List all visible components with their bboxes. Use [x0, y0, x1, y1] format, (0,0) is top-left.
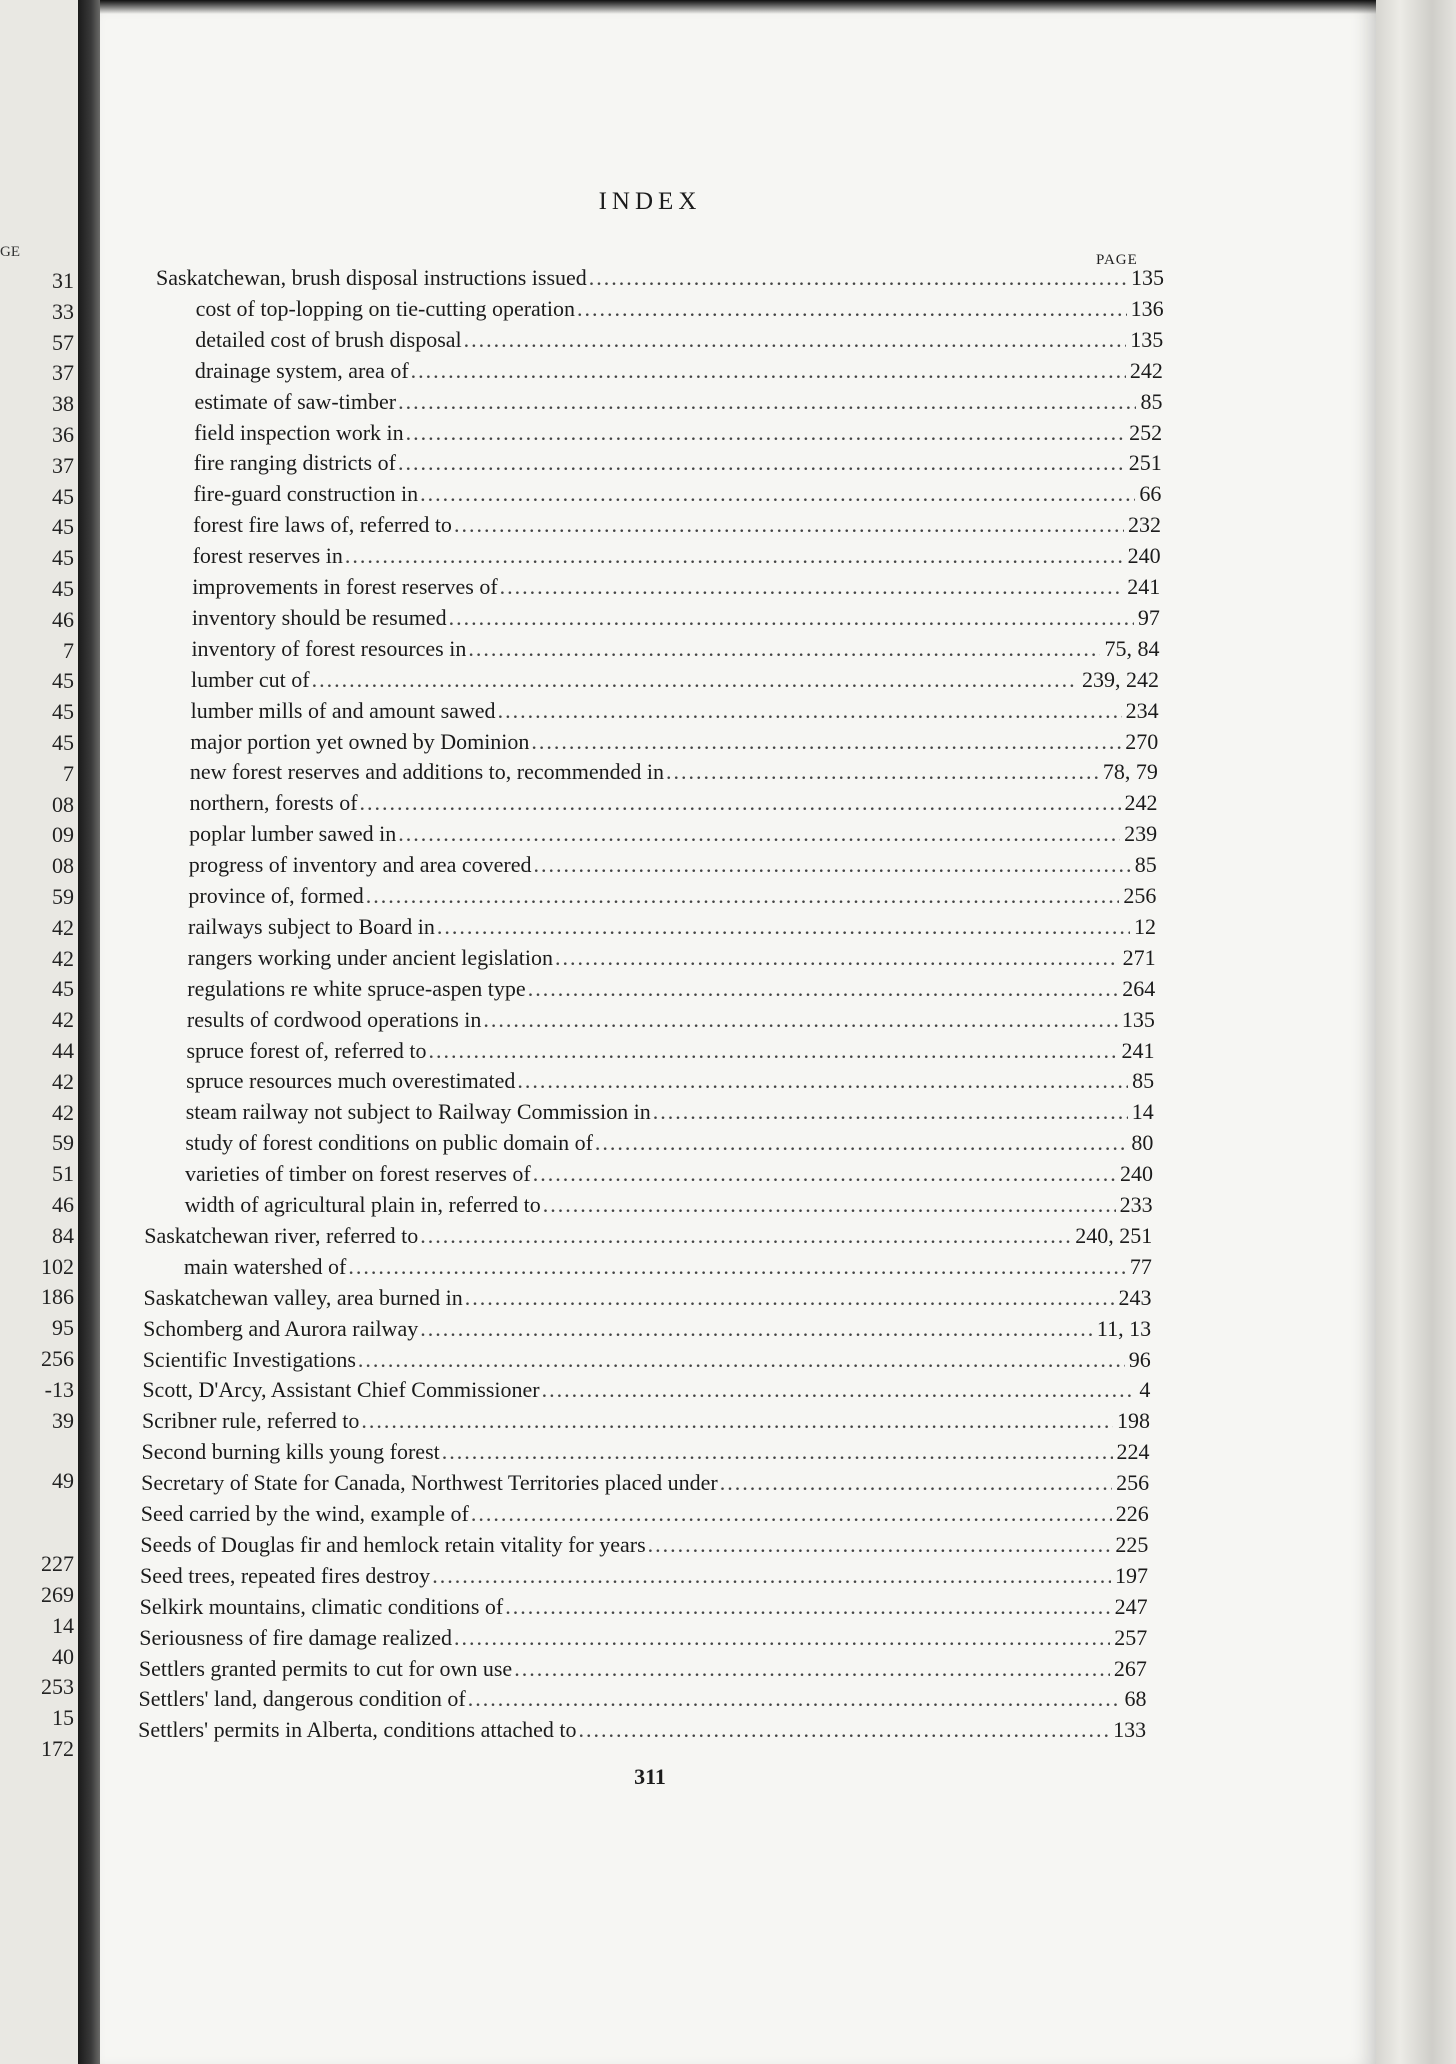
entry-text: study of forest conditions on public domain of	[185, 1130, 593, 1156]
facing-page-number: 45	[52, 514, 74, 540]
index-entry	[194, 420, 1162, 450]
dot-leader	[528, 976, 1119, 1002]
entry-text: detailed cost of brush disposal	[195, 326, 462, 352]
entry-page: 224	[1116, 1439, 1150, 1465]
dot-leader	[505, 1594, 1110, 1620]
page-number: 311	[634, 1764, 666, 1789]
entry-page: 271	[1122, 944, 1156, 970]
entry-page: 232	[1127, 512, 1161, 538]
dot-leader	[420, 1316, 1093, 1342]
index-entry	[141, 1501, 1149, 1531]
entry-page: 241	[1121, 1037, 1155, 1063]
dot-leader	[579, 1717, 1110, 1743]
index-entry	[139, 1686, 1147, 1716]
facing-page-number: 84	[52, 1222, 74, 1248]
entry-text: province of, formed	[188, 883, 364, 908]
entry-text: Seed carried by the wind, example of	[140, 1501, 469, 1526]
index-entry	[189, 821, 1157, 851]
entry-text: inventory of forest resources in	[191, 635, 467, 661]
index-entry	[190, 729, 1158, 759]
index-entry	[143, 1347, 1151, 1377]
facing-page-number: 186	[41, 1284, 74, 1310]
facing-page-number: 08	[52, 853, 74, 879]
entry-text: forest reserves in	[192, 543, 343, 569]
entry-text: Settlers' land, dangerous condition of	[138, 1686, 466, 1712]
dot-leader	[454, 1625, 1110, 1651]
dot-leader	[454, 512, 1124, 538]
index-entry	[191, 667, 1159, 697]
entry-page: 239	[1124, 821, 1158, 847]
facing-page-number: 45	[52, 699, 74, 725]
facing-page-number: 256	[41, 1346, 74, 1371]
dot-leader	[366, 883, 1120, 909]
index-entry	[188, 883, 1156, 913]
entry-text: Saskatchewan, brush disposal instructions issued	[156, 265, 587, 290]
dot-leader	[465, 1285, 1115, 1311]
facing-page-header: GE	[0, 244, 20, 260]
index-entry	[184, 1254, 1152, 1284]
entry-text: inventory should be resumed	[191, 604, 447, 630]
index-entry	[186, 1099, 1154, 1129]
facing-page-number: 14	[52, 1612, 74, 1638]
entry-text: spruce resources much overestimated	[186, 1068, 516, 1094]
entry-page: 239, 242	[1082, 666, 1160, 692]
entry-page: 85	[1132, 1068, 1155, 1094]
page-edges	[1376, 0, 1456, 2064]
dot-leader	[398, 389, 1136, 415]
entry-text: regulations re white spruce-aspen type	[187, 975, 526, 1001]
facing-page-number: 42	[52, 1068, 74, 1094]
dot-leader	[517, 1068, 1128, 1094]
entry-page: 96	[1128, 1346, 1151, 1372]
entry-page: 252	[1129, 419, 1163, 445]
entry-page: 256	[1123, 883, 1157, 908]
entry-page: 267	[1113, 1655, 1147, 1681]
facing-page-number: 253	[41, 1674, 74, 1700]
entry-text: cost of top-lopping on tie-cutting operation	[195, 295, 576, 321]
entry-text: railways subject to Board in	[188, 913, 435, 939]
index-entry	[185, 1161, 1153, 1191]
index-entry	[189, 852, 1157, 882]
index-entry	[156, 265, 1164, 295]
entry-text: Settlers granted permits to cut for own use	[138, 1655, 513, 1681]
entry-text: estimate of saw-timber	[194, 388, 397, 414]
facing-page-number: 40	[52, 1643, 74, 1669]
dot-leader	[595, 1130, 1127, 1156]
index-entry	[193, 481, 1161, 511]
facing-page-number: 49	[52, 1468, 74, 1494]
entry-page: 264	[1122, 975, 1156, 1001]
facing-page-number: 227	[41, 1551, 74, 1577]
entry-page: 234	[1125, 697, 1159, 723]
entry-page: 226	[1115, 1501, 1149, 1526]
entry-text: steam railway not subject to Railway Commission in	[185, 1099, 651, 1125]
dot-leader	[468, 636, 1100, 662]
dot-leader	[498, 698, 1122, 724]
facing-page-number: 38	[52, 391, 74, 417]
facing-page-number: 59	[52, 884, 74, 909]
entry-text: Schomberg and Aurora railway	[143, 1315, 419, 1341]
entry-text: field inspection work in	[194, 419, 404, 445]
facing-page-number: 59	[52, 1130, 74, 1156]
entry-text: rangers working under ancient legislation	[187, 944, 553, 970]
index-entry	[195, 358, 1163, 388]
index-entry	[196, 296, 1164, 326]
dot-leader	[577, 296, 1127, 322]
entry-page: 66	[1139, 481, 1162, 507]
entry-text: drainage system, area of	[194, 357, 409, 383]
dot-leader	[533, 852, 1130, 878]
dot-leader	[411, 358, 1126, 384]
entry-page: 240	[1127, 543, 1161, 569]
index-entry	[138, 1717, 1146, 1747]
index-entry	[190, 790, 1158, 820]
facing-page-number: 15	[52, 1705, 74, 1731]
facing-page-number: 33	[52, 298, 74, 324]
facing-page-number: 36	[52, 422, 74, 447]
dot-leader	[348, 1254, 1126, 1280]
entry-text: Selkirk mountains, climatic conditions of	[139, 1593, 504, 1619]
entry-text: Saskatchewan river, referred to	[144, 1222, 419, 1248]
facing-page-number: 37	[52, 452, 74, 478]
entry-text: main watershed of	[183, 1253, 347, 1279]
facing-page-number: -13	[44, 1376, 74, 1402]
dot-leader	[360, 790, 1121, 816]
entry-page: 241	[1127, 574, 1161, 599]
entry-text: lumber cut of	[191, 666, 310, 692]
index-page	[100, 0, 1376, 2064]
facing-page-number: 39	[52, 1407, 74, 1433]
facing-page-number: 57	[52, 329, 74, 355]
facing-page-number: 102	[41, 1253, 74, 1279]
facing-page-number: 269	[41, 1582, 74, 1607]
dot-leader	[420, 1223, 1071, 1249]
dot-leader	[720, 1470, 1112, 1496]
facing-page-number: 37	[52, 360, 74, 386]
index-entry	[193, 543, 1161, 573]
facing-page-number: 172	[41, 1736, 74, 1761]
entry-page: 243	[1118, 1284, 1152, 1310]
entry-text: Scribner rule, referred to	[141, 1408, 360, 1434]
entry-page: 14	[1131, 1099, 1154, 1125]
index-entry	[195, 327, 1163, 357]
entry-page: 133	[1113, 1717, 1147, 1743]
dot-leader	[471, 1501, 1112, 1527]
entry-page: 225	[1115, 1531, 1149, 1557]
index-entry	[187, 976, 1155, 1006]
page-title: INDEX	[598, 188, 702, 215]
entry-text: northern, forests of	[189, 790, 358, 816]
entry-text: fire ranging districts of	[193, 450, 396, 476]
book-gutter	[78, 0, 100, 2064]
entry-page: 135	[1121, 1006, 1155, 1032]
index-entry	[188, 945, 1156, 975]
index-entry	[142, 1377, 1150, 1407]
entry-page: 78, 79	[1102, 759, 1158, 785]
facing-page-number: 45	[52, 730, 74, 755]
dot-leader	[483, 1007, 1118, 1033]
entry-page: 197	[1115, 1562, 1149, 1588]
entry-page: 85	[1140, 388, 1163, 414]
entry-text: results of cordwood operations in	[186, 1006, 482, 1032]
index-entry	[194, 389, 1162, 419]
facing-page-number: 09	[52, 822, 74, 848]
entry-page: 240	[1119, 1161, 1153, 1187]
dot-leader	[432, 1563, 1111, 1589]
dot-leader	[358, 1347, 1125, 1373]
facing-page-number: 7	[63, 760, 74, 786]
entry-text: major portion yet owned by Dominion	[190, 728, 530, 754]
index-entry	[190, 759, 1158, 789]
entry-page: 136	[1130, 295, 1164, 321]
facing-page-number: 31	[52, 268, 74, 293]
entry-text: Second burning kills young forest	[141, 1439, 440, 1465]
entry-page: 85	[1134, 852, 1157, 878]
entry-text: new forest reserves and additions to, recommended in	[189, 759, 664, 785]
entry-page: 257	[1114, 1624, 1148, 1650]
index-entry	[193, 512, 1161, 542]
dot-leader	[666, 759, 1099, 785]
entry-text: forest fire laws of, referred to	[192, 512, 452, 538]
facing-page-number: 08	[52, 791, 74, 817]
facing-page-number: 46	[52, 1192, 74, 1217]
index-entry	[142, 1439, 1150, 1469]
index-entry	[139, 1656, 1147, 1686]
dot-leader	[361, 1408, 1113, 1434]
index-entry	[188, 914, 1156, 944]
dot-leader	[429, 1038, 1118, 1064]
index-entry	[143, 1285, 1151, 1315]
facing-page-number: 7	[63, 637, 74, 663]
entry-page: 77	[1129, 1253, 1152, 1279]
index-entry	[140, 1594, 1148, 1624]
index-entry	[139, 1625, 1147, 1655]
facing-page-number: 42	[52, 1007, 74, 1033]
facing-page-number: 45	[52, 545, 74, 571]
index-entry	[140, 1563, 1148, 1593]
entry-text: Scott, D'Arcy, Assistant Chief Commissioner	[142, 1377, 540, 1403]
entry-text: spruce forest of, referred to	[186, 1037, 427, 1063]
index-entry	[143, 1316, 1151, 1346]
index-entry	[192, 574, 1160, 604]
facing-page-number: 42	[52, 1099, 74, 1125]
dot-leader	[589, 265, 1127, 291]
entry-text: progress of inventory and area covered	[188, 852, 532, 878]
dot-leader	[468, 1686, 1121, 1712]
entry-page: 97	[1137, 604, 1160, 630]
dot-leader	[398, 821, 1120, 847]
entry-text: poplar lumber sawed in	[189, 821, 397, 847]
dot-leader	[437, 914, 1130, 940]
entry-text: fire-guard construction in	[193, 481, 419, 507]
entry-text: lumber mills of and amount sawed	[190, 697, 496, 723]
index-entry	[141, 1470, 1149, 1500]
entry-page: 68	[1124, 1686, 1147, 1712]
dot-leader	[464, 327, 1127, 353]
entry-page: 251	[1128, 450, 1162, 476]
index-entry	[185, 1130, 1153, 1160]
dot-leader	[442, 1439, 1113, 1465]
entry-page: 11, 13	[1096, 1315, 1152, 1341]
dot-leader	[514, 1656, 1110, 1682]
entry-text: Seed trees, repeated fires destroy	[140, 1562, 431, 1588]
dot-leader	[533, 1161, 1116, 1187]
entry-page: 270	[1125, 728, 1159, 754]
dot-leader	[398, 450, 1125, 476]
index-entry	[185, 1192, 1153, 1222]
dot-leader	[500, 574, 1124, 600]
entry-text: Seriousness of fire damage realized	[139, 1624, 453, 1650]
entry-text: Secretary of State for Canada, Northwest Territories placed under	[141, 1470, 718, 1496]
entry-page: 242	[1129, 357, 1163, 383]
facing-page-number: 45	[52, 576, 74, 601]
index-entry	[192, 605, 1160, 635]
entry-text: width of agricultural plain in, referred to	[184, 1192, 541, 1217]
facing-page-number: 42	[52, 914, 74, 940]
dot-leader	[345, 543, 1124, 569]
facing-page-number: 46	[52, 606, 74, 632]
entry-page: 247	[1114, 1593, 1148, 1619]
index-entry	[142, 1408, 1150, 1438]
index-entry	[194, 450, 1162, 480]
entry-text: Settlers' permits in Alberta, conditions attached to	[138, 1717, 577, 1743]
entry-text: improvements in forest reserves of	[192, 574, 498, 599]
facing-page-number: 45	[52, 483, 74, 509]
index-entry	[140, 1532, 1148, 1562]
entry-page: 4	[1139, 1377, 1151, 1403]
entry-page: 242	[1124, 790, 1158, 816]
index-entry	[187, 1038, 1155, 1068]
dot-leader	[648, 1532, 1112, 1558]
facing-page-edge	[0, 0, 78, 2064]
facing-page-number: 45	[52, 976, 74, 1002]
top-shadow	[100, 0, 1376, 14]
entry-text: Seeds of Douglas fir and hemlock retain vitality for years	[140, 1531, 646, 1557]
entry-page: 256	[1116, 1470, 1150, 1496]
entry-text: varieties of timber on forest reserves of	[184, 1161, 531, 1187]
entry-page: 135	[1131, 265, 1164, 290]
dot-leader	[555, 945, 1119, 971]
entry-text: Saskatchewan valley, area burned in	[143, 1284, 463, 1310]
entry-text: Scientific Investigations	[142, 1346, 356, 1372]
entry-page: 75, 84	[1104, 635, 1160, 661]
index-entry	[191, 698, 1159, 728]
index-entry	[187, 1007, 1155, 1037]
facing-page-number: 44	[52, 1038, 74, 1063]
dot-leader	[542, 1377, 1136, 1403]
entry-page: 240, 251	[1075, 1222, 1153, 1248]
dot-leader	[653, 1099, 1128, 1125]
entry-page: 80	[1131, 1130, 1154, 1156]
facing-page-number: 45	[52, 668, 74, 694]
entry-page: 135	[1130, 326, 1164, 352]
entry-page: 198	[1116, 1408, 1150, 1434]
dot-leader	[543, 1192, 1116, 1218]
facing-page-number: 51	[52, 1161, 74, 1187]
dot-leader	[531, 729, 1121, 755]
dot-leader	[420, 481, 1135, 507]
entry-page: 233	[1119, 1192, 1153, 1217]
facing-page-number: 42	[52, 945, 74, 971]
entry-page: 12	[1134, 913, 1157, 939]
index-entry	[191, 636, 1159, 666]
index-entry	[186, 1068, 1154, 1098]
index-entry	[144, 1223, 1152, 1253]
dot-leader	[406, 420, 1125, 446]
dot-leader	[312, 667, 1078, 693]
facing-page-number: 95	[52, 1315, 74, 1341]
page-column-label: PAGE	[1096, 252, 1138, 268]
dot-leader	[449, 605, 1134, 631]
